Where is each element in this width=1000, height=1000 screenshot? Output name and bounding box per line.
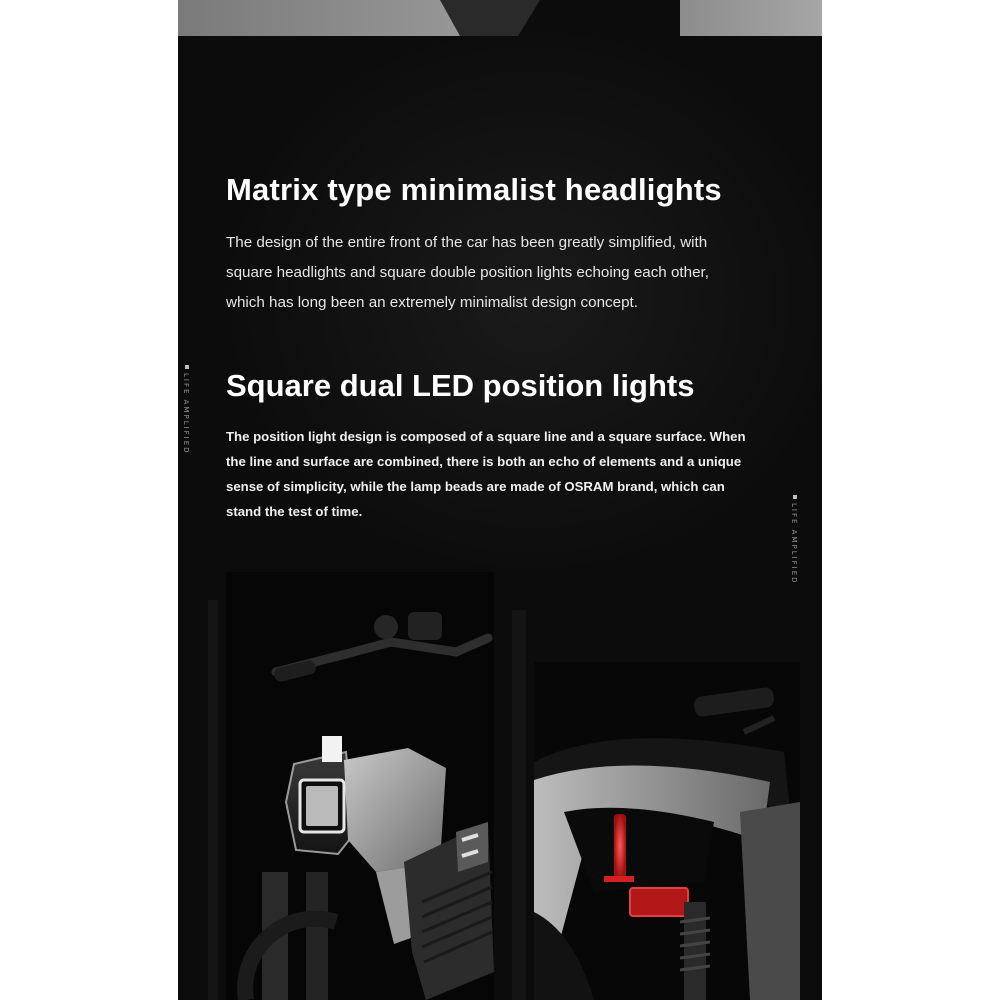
top-banner-right (680, 0, 822, 36)
product-detail-page (178, 0, 822, 1000)
description-line: The position light design is composed of a square line and a square surface. When (226, 429, 746, 444)
position-lights-description (226, 424, 786, 524)
photo-frame-strip (208, 600, 218, 1000)
motorcycle-rear-taillight-photo-icon (534, 662, 800, 1000)
side-label-dot (185, 365, 189, 369)
headlights-description (226, 228, 786, 318)
description-line: The design of the entire front of the car has been greatly simplified, with (226, 234, 708, 251)
side-label-left (182, 365, 196, 475)
front-headlight-photo (226, 572, 494, 1000)
side-label-text: LIFE AMPLIFIED (182, 373, 190, 455)
headlights-title: Matrix type minimalist headlights (226, 172, 722, 207)
side-label-text: LIFE AMPLIFIED (790, 503, 798, 585)
description-line: which has long been an extremely minimalist design concept. (226, 294, 638, 311)
description-line: stand the test of time. (226, 504, 363, 519)
photo-frame-strip (512, 610, 526, 1000)
description-line: sense of simplicity, while the lamp beads are made of OSRAM brand, which can (226, 479, 725, 494)
side-label-dot (793, 495, 797, 499)
position-lights-title: Square dual LED position lights (226, 368, 695, 403)
motorcycle-front-headlight-photo-icon (226, 572, 494, 1000)
description-line: the line and surface are combined, there is both an echo of elements and a unique (226, 454, 742, 469)
description-line: square headlights and square double position lights echoing each other, (226, 264, 709, 281)
rear-taillight-photo (534, 662, 800, 1000)
side-label-right (790, 495, 804, 605)
